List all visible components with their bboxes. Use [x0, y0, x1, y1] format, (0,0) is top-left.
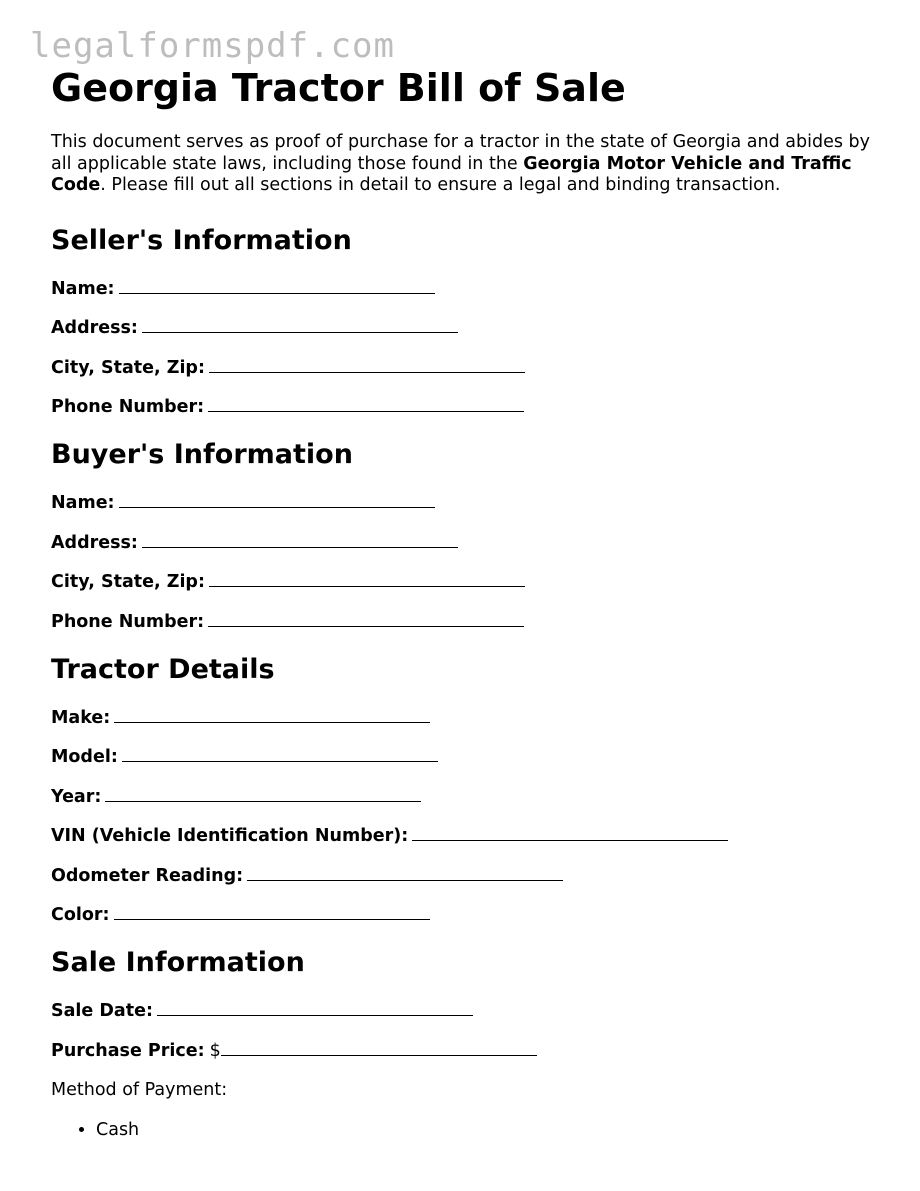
seller-phone-label: Phone Number:: [51, 397, 205, 417]
seller-phone-blank[interactable]: [208, 397, 524, 412]
sale-date-field: [51, 1001, 891, 1022]
seller-address-blank[interactable]: [142, 318, 458, 333]
seller-phone-field: [51, 397, 891, 418]
seller-address-field: [51, 318, 891, 339]
odometer-field: [51, 866, 891, 887]
seller-name-label: Name:: [51, 278, 115, 299]
buyer-name-field: [51, 493, 891, 514]
year-label: Year:: [51, 786, 102, 807]
color-label: Color:: [51, 905, 110, 925]
vin-label: VIN (Vehicle Identification Number):: [51, 826, 409, 846]
color-blank[interactable]: [114, 905, 430, 920]
year-blank[interactable]: [105, 787, 421, 802]
tractor-heading: Tractor Details: [51, 653, 275, 685]
sale-date-label: Sale Date:: [51, 1001, 153, 1021]
seller-heading: Seller's Information: [51, 224, 352, 256]
odometer-label: Odometer Reading:: [51, 865, 244, 886]
vin-field: [51, 826, 891, 847]
buyer-city-blank[interactable]: [209, 572, 525, 587]
buyer-address-blank[interactable]: [142, 533, 458, 548]
color-field: [51, 905, 891, 926]
buyer-city-label: City, State, Zip:: [51, 572, 205, 592]
document-page: [51, 62, 891, 1141]
sale-section: [51, 946, 891, 1141]
sale-date-blank[interactable]: [157, 1001, 473, 1016]
intro-bold-code: Georgia Motor Vehicle and Traffic Code: [51, 153, 852, 195]
buyer-address-label: Address:: [51, 532, 138, 553]
year-field: [51, 787, 891, 808]
buyer-heading: Buyer's Information: [51, 439, 353, 470]
buyer-name-label: Name:: [51, 493, 115, 513]
buyer-address-field: [51, 533, 891, 554]
intro-text-2: . Please fill out all sections in detail to ensure a legal and binding transaction.: [100, 175, 781, 195]
watermark: legalformspdf.com: [30, 26, 395, 66]
payment-method-item: • Cash: [96, 1120, 891, 1141]
buyer-name-blank[interactable]: [119, 493, 435, 508]
intro-text-1: This document serves as proof of purchase for a tractor in the state of Georgia and abides by all applicable state laws, including those found in the: [51, 132, 870, 174]
seller-city-label: City, State, Zip:: [51, 357, 205, 378]
seller-city-field: [51, 358, 891, 379]
buyer-city-field: [51, 572, 891, 593]
vin-blank[interactable]: [412, 826, 728, 841]
seller-name-blank[interactable]: [119, 279, 435, 294]
dollar-sign: $: [209, 1040, 221, 1061]
payment-method-list: [51, 1120, 891, 1141]
buyer-phone-field: [51, 612, 891, 633]
model-label: Model:: [51, 747, 118, 767]
model-blank[interactable]: [122, 747, 438, 762]
seller-city-blank[interactable]: [209, 358, 525, 373]
buyer-section: [51, 438, 891, 633]
odometer-blank[interactable]: [247, 866, 563, 881]
make-label: Make:: [51, 707, 111, 728]
sale-heading: Sale Information: [51, 947, 305, 978]
purchase-price-field: [51, 1041, 891, 1062]
seller-section: [51, 224, 891, 419]
make-blank[interactable]: [114, 708, 430, 723]
model-field: [51, 747, 891, 768]
purchase-price-blank[interactable]: [221, 1041, 537, 1056]
purchase-price-label: Purchase Price:: [51, 1040, 205, 1061]
seller-address-label: Address:: [51, 318, 138, 338]
intro-paragraph: [51, 132, 881, 197]
seller-name-field: [51, 279, 891, 300]
buyer-phone-blank[interactable]: [208, 612, 524, 627]
make-field: [51, 708, 891, 729]
payment-method-label: Method of Payment:: [51, 1080, 228, 1100]
buyer-phone-label: Phone Number:: [51, 611, 205, 632]
document-title: Georgia Tractor Bill of Sale: [51, 66, 626, 110]
tractor-section: [51, 653, 891, 927]
